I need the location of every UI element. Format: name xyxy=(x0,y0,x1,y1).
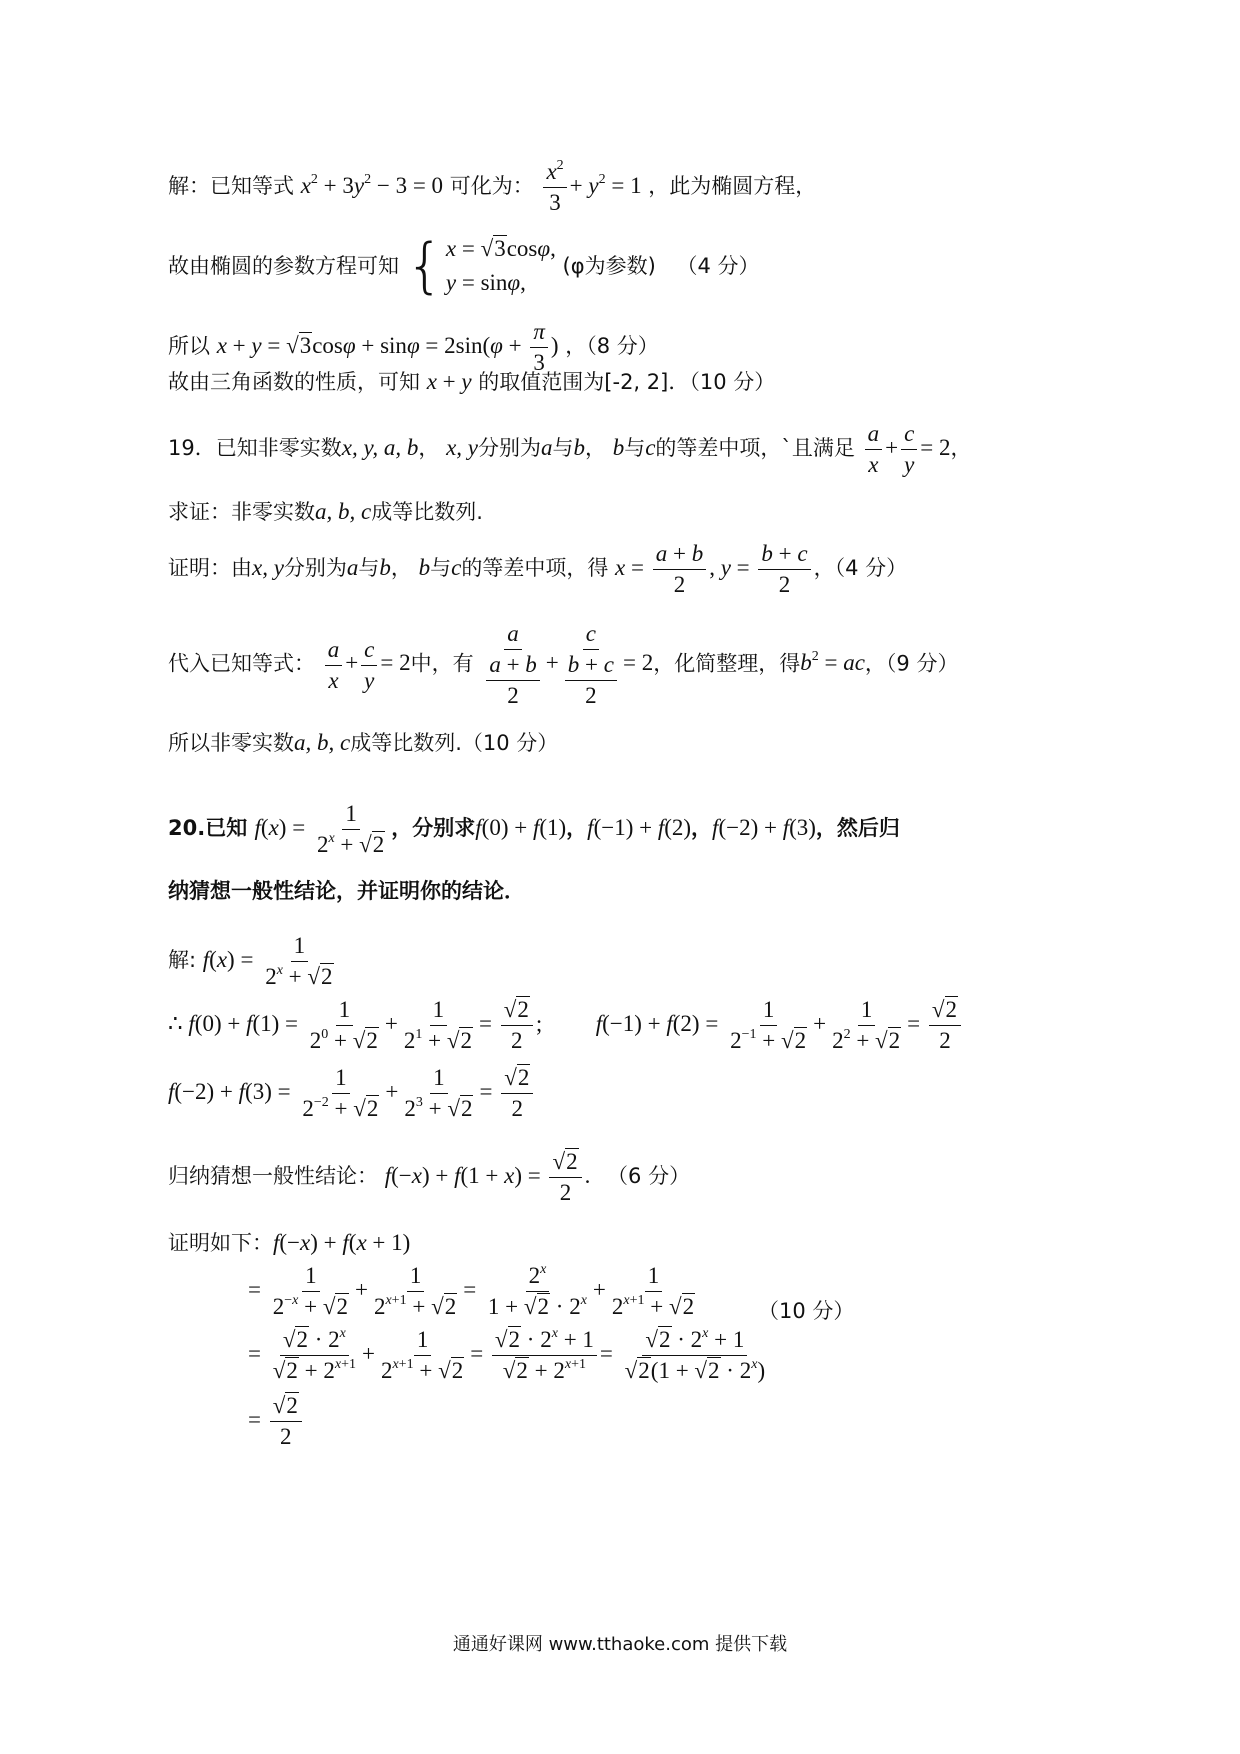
text: 19．已知非零实数 xyxy=(168,435,342,460)
equation: x + y = √3cosφ + sinφ = 2sin(φ + $\frac{\pi}{3}$ ) xyxy=(216,319,559,375)
text: 与 xyxy=(430,555,452,580)
line-q20-1: 20.已知 f(x) = $\frac{1}{2^x + √2}$ ，分别求f(0) + f(1)，f(−1) + f(2)，f(−2) + f(3)，然后归 xyxy=(168,801,900,857)
line-s18-1 xyxy=(168,158,1240,215)
text: 解：已知等式 xyxy=(168,173,294,198)
equation: f(x) = $\frac{1}{2^x + √2}$ xyxy=(202,933,333,989)
text: 证明如下： xyxy=(168,1231,273,1255)
param-system: { x = √3cosφ, y = sinφ, xyxy=(405,231,556,301)
equation: f(−x) + f(1 + x) = $\frac{√2}{2}$ . xyxy=(384,1149,591,1205)
text: 20.已知 xyxy=(168,815,248,840)
text: 求证：非零实数 xyxy=(168,500,315,524)
score: ，（4 分） xyxy=(813,555,908,580)
text: 成等比数列.（10 分） xyxy=(350,731,559,755)
text: ， xyxy=(418,435,440,460)
score: （6 分） xyxy=(607,1163,691,1188)
ellipse-equation: $\frac{x^2}{3}$ + $y^2 = 1$ xyxy=(540,173,641,198)
equation: $x^2 + 3y^2 - 3 = 0$ xyxy=(300,171,444,198)
line-q20-calc2: f(−2) + f(3) = $\frac{1}{2^{-2} + √2}$ + $\frac{1}{2^3 + √2}$ = $\frac{√2}{2}$ xyxy=(168,1064,1240,1123)
line-s18-4: 故由三角函数的性质，可知 x + y 的取值范围为[-2, 2]．（10 分） xyxy=(168,369,776,394)
text: 与 xyxy=(624,435,646,460)
text: 可化为： xyxy=(449,173,534,198)
text: ，化简整理，得 xyxy=(653,651,801,676)
text: 归纳猜想一般性结论： xyxy=(168,1163,378,1188)
text: 纳猜想一般性结论，并证明你的结论． xyxy=(168,879,525,903)
text: ， xyxy=(390,555,412,580)
text: ， xyxy=(691,815,713,840)
score: （10 分） xyxy=(758,1299,855,1323)
text: 所以非零实数 xyxy=(168,731,294,755)
line-q20-proof-step1: = $\frac{1}{2^{-x} + √2}$ + $\frac{1}{2^{x+1} + √2}$ = $\frac{2^x}{1 + √2 \cdot 2^x}$ + $\frac{1}{2^{x+1} + √2}$ xyxy=(248,1262,695,1319)
text: 分别为 xyxy=(283,555,347,580)
line-s18-2 xyxy=(168,232,1240,300)
text: ，分别求 xyxy=(391,815,476,840)
line-q20-proof: 证明如下：f(−x) + f(x + 1) xyxy=(168,1230,411,1255)
text: ， xyxy=(585,435,606,460)
score: ，（9 分） xyxy=(864,651,959,676)
equation: $\frac{a}{\frac{a + b}{2}}$ + $\frac{c}{\frac{b + c}{2}}$ = 2 xyxy=(480,650,653,675)
equation: x = $\frac{a + b}{2}$ , y = $\frac{b + c}{2}$ xyxy=(615,555,814,580)
score: （4 分） xyxy=(676,254,760,278)
text: 与 xyxy=(358,555,380,580)
line-q20-2 xyxy=(168,876,1240,906)
line-q20-proof-step3: = $\frac{√2}{2}$ xyxy=(248,1392,1240,1451)
text: 所以 xyxy=(168,333,210,358)
text: 的等差中项，得 xyxy=(461,555,609,580)
text: 的取值范围为[-2, 2]．（10 分） xyxy=(478,370,776,394)
equation: f(x) = $\frac{1}{2^x + √2}$ xyxy=(254,801,385,857)
text: 故由三角函数的性质，可知 xyxy=(168,370,420,394)
text: ，然后归 xyxy=(815,815,900,840)
text: 成等比数列. xyxy=(371,500,483,524)
text: ，此为椭圆方程， xyxy=(648,173,817,198)
line-q19-4: 代入已知等式： $\frac{a}{x}$ + $\frac{c}{y}$ = 2中，有 $\frac{a}{\frac{a + b}{2}}$ + $\frac{c}{\frac{b + c}{2}}$ = 2，化简整理，得$b^2$ = ac，（9 分） xyxy=(168,621,959,708)
text: (φ为参数) xyxy=(562,254,656,278)
text: 分别为 xyxy=(478,435,541,460)
text: ， xyxy=(566,815,588,840)
line-q20-sol xyxy=(168,932,1240,991)
text: 代入已知等式： xyxy=(168,651,315,676)
text: 解: xyxy=(168,947,197,972)
score: ，（8 分） xyxy=(565,333,659,358)
text: 故由椭圆的参数方程可知 xyxy=(168,254,399,278)
text: 中，有 xyxy=(410,651,474,676)
line-q20-proof-score xyxy=(758,1296,1240,1326)
line-q19-1: 19．已知非零实数x, y, a, b， x, y分别为a与b， b与c的等差中项，`且满足 $\frac{a}{x}$ + $\frac{c}{y}$ = 2， xyxy=(168,421,972,477)
line-q19-3: 证明：由x, y分别为a与b， b与c的等差中项，得 x = $\frac{a + b}{2}$ , y = $\frac{b + c}{2}$ ，（4 分） xyxy=(168,541,908,597)
line-q20-proof-step2: = $\frac{√2 \cdot 2^x}{√2 + 2^{x+1}}$ + $\frac{1}{2^{x+1} + √2}$ = $\frac{√2 \cdot 2^x + 1}{√2 + 2^{x+1}}$ = $\frac{√2 \cdot 2^x + 1}{√2(1 + √2 \cdot 2^x)}$ xyxy=(248,1326,766,1383)
text: 与 xyxy=(552,435,574,460)
page-footer: 通通好课网 www.tthaoke.com 提供下载 xyxy=(452,1634,788,1655)
text: 的等差中项，`且满足 xyxy=(655,435,855,460)
line-q20-conj xyxy=(168,1148,1240,1207)
text: ， xyxy=(950,435,972,460)
line-q19-2: 求证：非零实数a, b, c成等比数列. xyxy=(168,499,483,524)
line-q20-calc1: ∴ f(0) + f(1) = $\frac{1}{2^0 + √2}$ + $\frac{1}{2^1 + √2}$ = $\frac{√2}{2}$ ; f(−1) + f(2) = $\frac{1}{2^{-1} + √2}$ + $\frac{1}{2^2 + √2}$ = $\frac{√2}{2}$ xyxy=(168,996,1240,1055)
line-q19-5: 所以非零实数a, b, c成等比数列.（10 分） xyxy=(168,730,559,755)
equation: $\frac{a}{x}$ + $\frac{c}{y}$ = 2 xyxy=(862,435,951,460)
text: 证明：由 xyxy=(168,555,252,580)
